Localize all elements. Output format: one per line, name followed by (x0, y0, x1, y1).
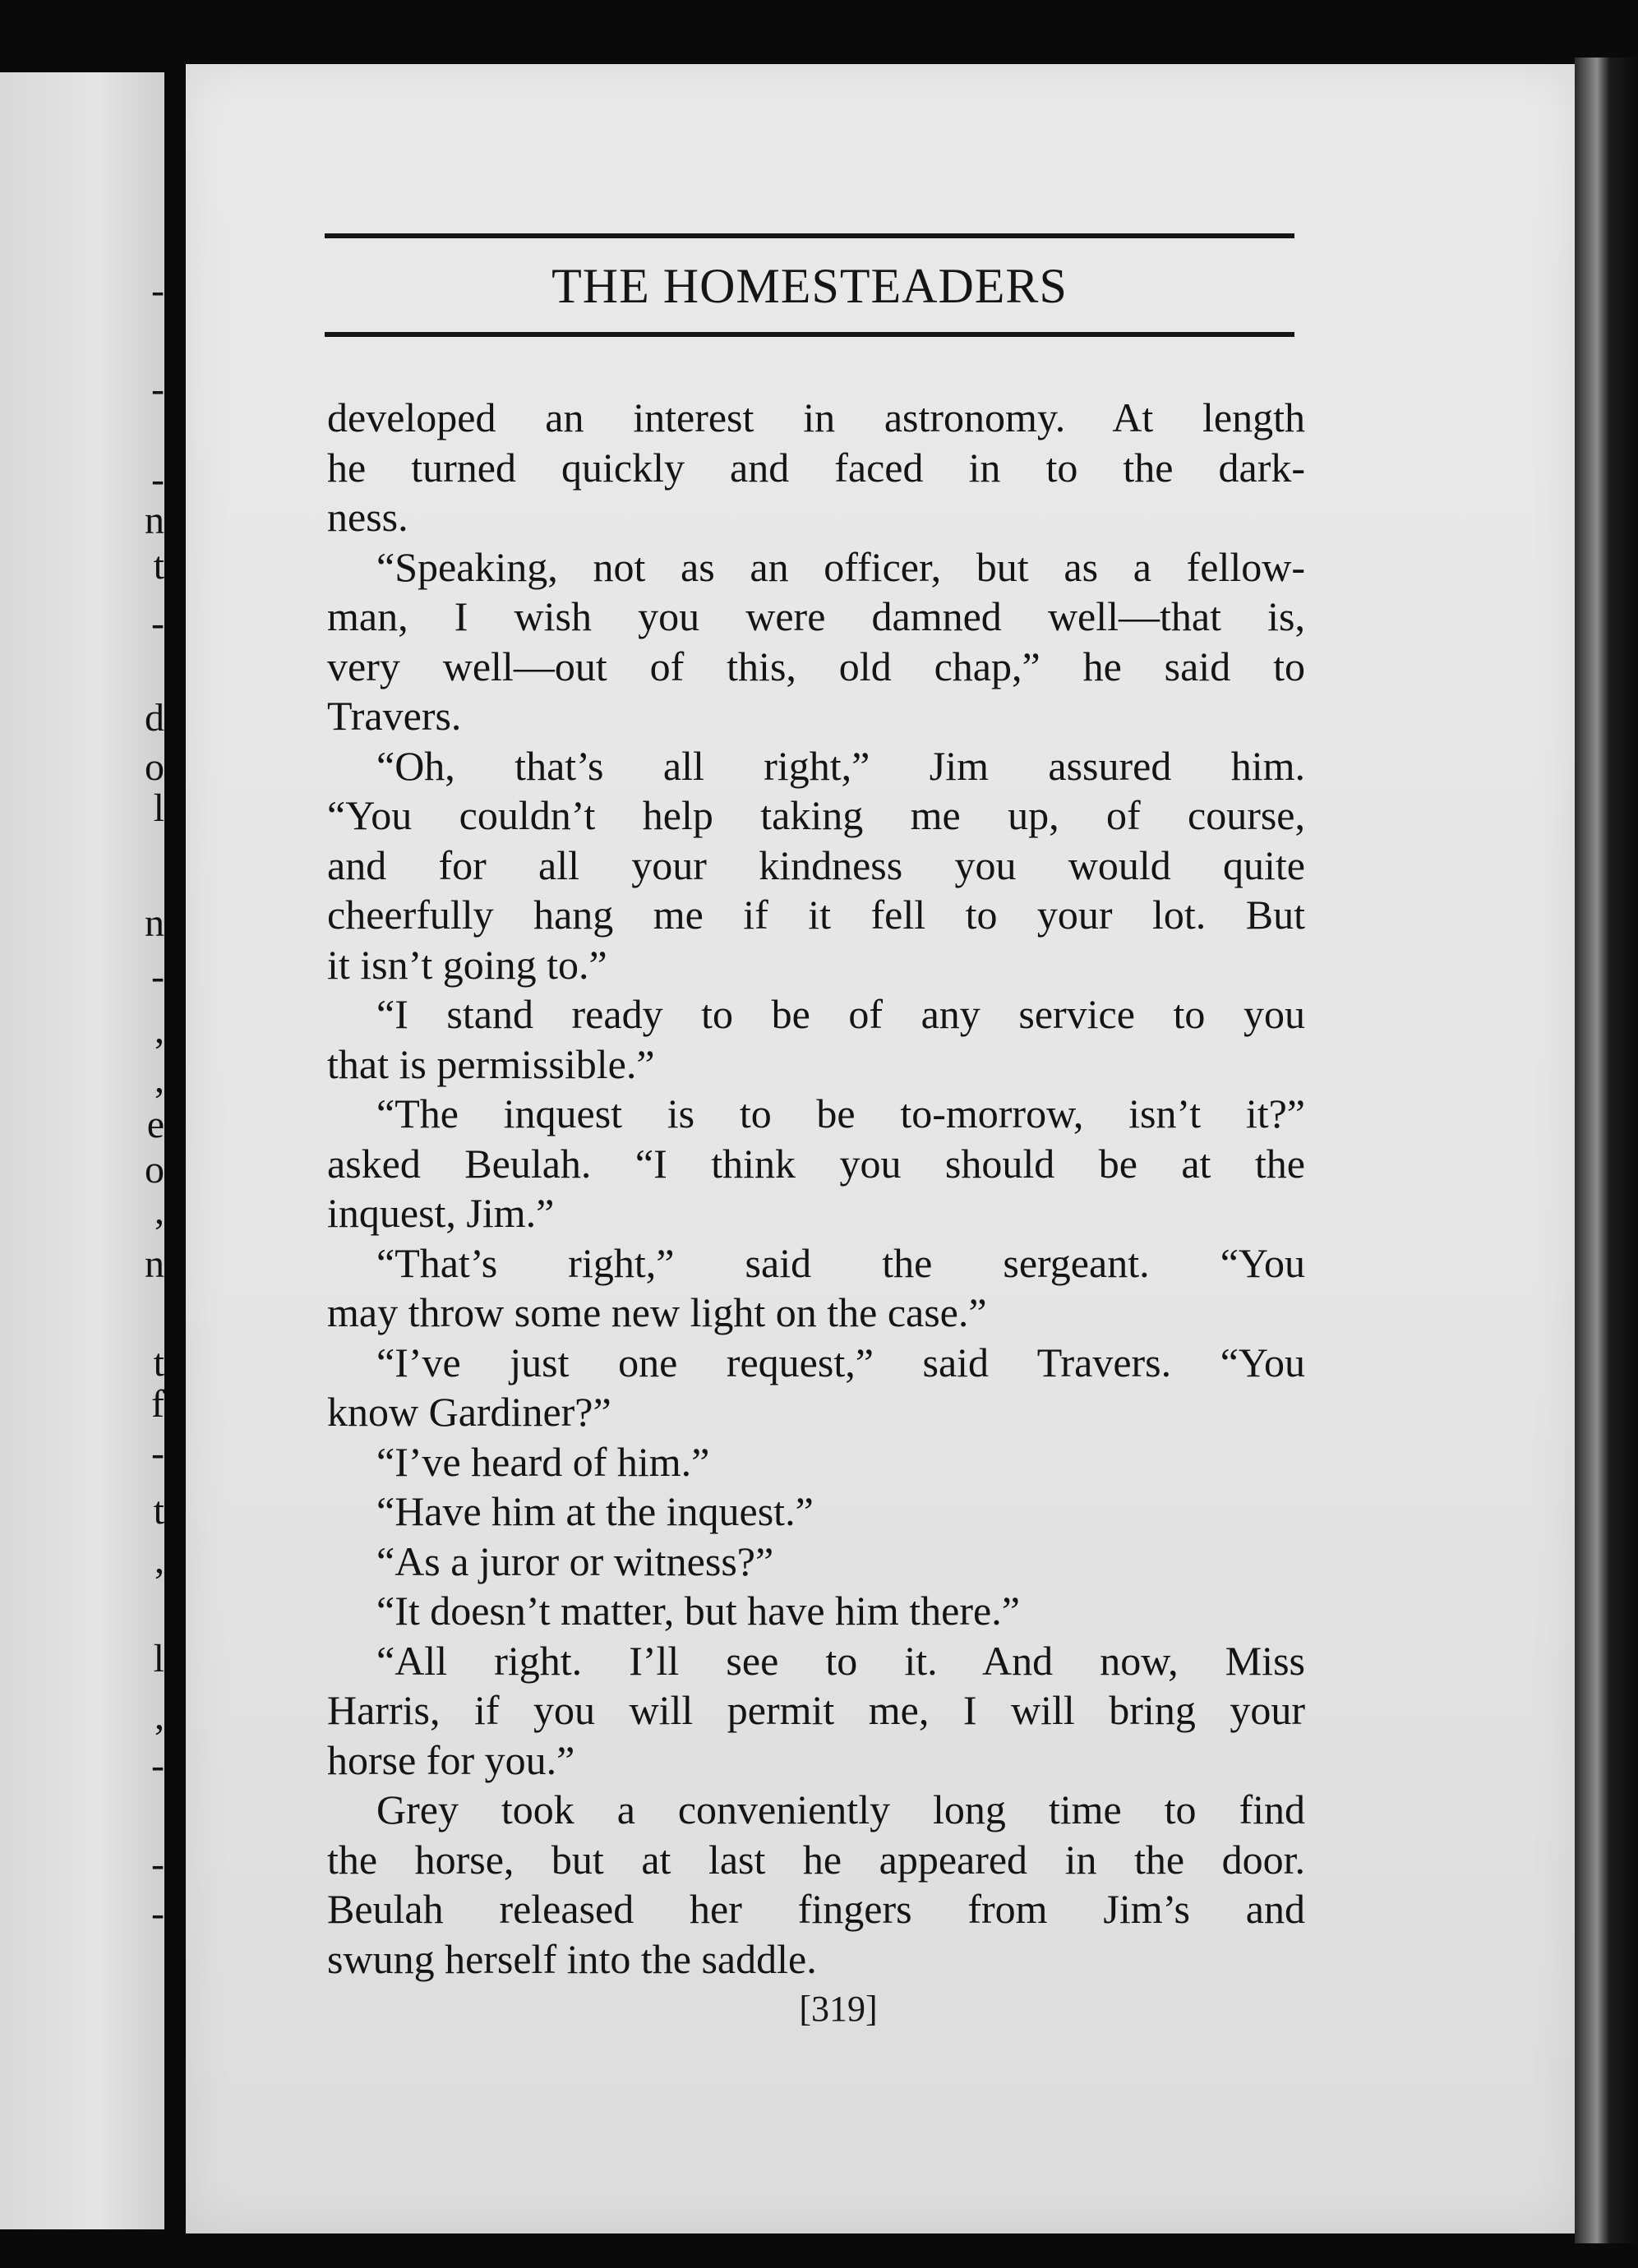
page-number: [319] (799, 1989, 878, 2029)
text-line: may throw some new light on the case.” (327, 1289, 987, 1335)
facing-page-glyph: , (155, 1058, 164, 1101)
text-line: Grey took a conveniently long time to find (376, 1786, 1305, 1832)
page-edge (1575, 58, 1638, 2243)
facing-page-glyph: , (155, 1694, 164, 1738)
text-line: “I’ve just one request,” said Travers. “You (376, 1339, 1305, 1385)
facing-page-glyph: - (151, 1892, 164, 1935)
text-line: “All right. I’ll see to it. And now, Miss (376, 1637, 1305, 1684)
facing-page-glyph: t (153, 544, 164, 588)
text-line: very well—out of this, old chap,” he said to (327, 643, 1305, 689)
text-line: and for all your kindness you would quite (327, 841, 1305, 888)
facing-page-glyph: - (151, 269, 164, 312)
text-line: “Speaking, not as an officer, but as a fellow- (376, 543, 1305, 590)
text-line: that is permissible.” (327, 1040, 655, 1087)
facing-page-glyph: l (153, 1637, 164, 1680)
facing-page-glyph: n (145, 1242, 164, 1286)
text-line: Beulah released her fingers from Jim’s and (327, 1886, 1305, 1932)
text-line: inquest, Jim.” (327, 1190, 555, 1236)
text-line: “That’s right,” said the sergeant. “You (376, 1239, 1305, 1286)
text-line: man, I wish you were damned well—that is, (327, 593, 1305, 639)
facing-page-glyph: - (151, 955, 164, 998)
facing-page-fragment (0, 72, 164, 2229)
text-line: Travers. (327, 693, 462, 739)
text-line: Harris, if you will permit me, I will bring your (327, 1687, 1305, 1733)
facing-page-glyph: d (145, 696, 164, 740)
text-line: “As a juror or witness?” (376, 1537, 774, 1584)
facing-page-glyph: - (151, 1842, 164, 1886)
text-line: “I stand ready to be of any service to you (376, 991, 1305, 1037)
book-gutter (164, 58, 186, 2235)
header-rule-top (325, 233, 1294, 238)
text-line: swung herself into the saddle. (327, 1935, 817, 1982)
text-line: “You couldn’t help taking me up, of course, (327, 792, 1305, 838)
facing-page-glyph: - (151, 367, 164, 411)
text-line: developed an interest in astronomy. At length (327, 394, 1305, 440)
text-line: the horse, but at last he appeared in the door. (327, 1836, 1305, 1883)
facing-page-glyph: - (151, 1744, 164, 1787)
facing-page-glyph: n (145, 901, 164, 945)
facing-page-glyph: - (151, 1431, 164, 1475)
facing-page-glyph: e (146, 1103, 164, 1146)
facing-page-glyph: , (155, 1189, 164, 1233)
facing-page-glyph: o (145, 745, 164, 789)
facing-page-glyph: t (153, 1341, 164, 1385)
text-line: cheerfully hang me if it fell to your lot. But (327, 892, 1305, 938)
text-line: “The inquest is to be to-morrow, isn’t it?” (376, 1090, 1305, 1136)
running-head: THE HOMESTEADERS (551, 259, 1068, 313)
facing-page-glyph: t (153, 1489, 164, 1533)
text-line: know Gardiner?” (327, 1389, 611, 1435)
facing-page-glyph: o (145, 1148, 164, 1192)
text-line: asked Beulah. “I think you should be at the (327, 1140, 1305, 1187)
text-line: “It doesn’t matter, but have him there.” (376, 1588, 1020, 1634)
text-line: “Oh, that’s all right,” Jim assured him. (376, 742, 1305, 789)
facing-page-glyph: n (145, 499, 164, 542)
text-line: ness. (327, 494, 408, 540)
page-body-text (327, 393, 1305, 1984)
text-line: “Have him at the inquest.” (376, 1488, 814, 1534)
facing-page-glyph: f (151, 1382, 164, 1426)
facing-page-glyph: , (155, 1538, 164, 1582)
facing-page-glyph: - (151, 602, 164, 645)
text-line: it isn’t going to.” (327, 941, 607, 988)
text-line: horse for you.” (327, 1736, 575, 1783)
header-rule-bottom (325, 332, 1294, 337)
facing-page-glyph: - (151, 458, 164, 501)
text-line: “I’ve heard of him.” (376, 1438, 710, 1485)
facing-page-glyph: , (155, 1008, 164, 1052)
text-line: he turned quickly and faced in to the dark- (327, 444, 1305, 491)
facing-page-glyph: l (153, 786, 164, 830)
